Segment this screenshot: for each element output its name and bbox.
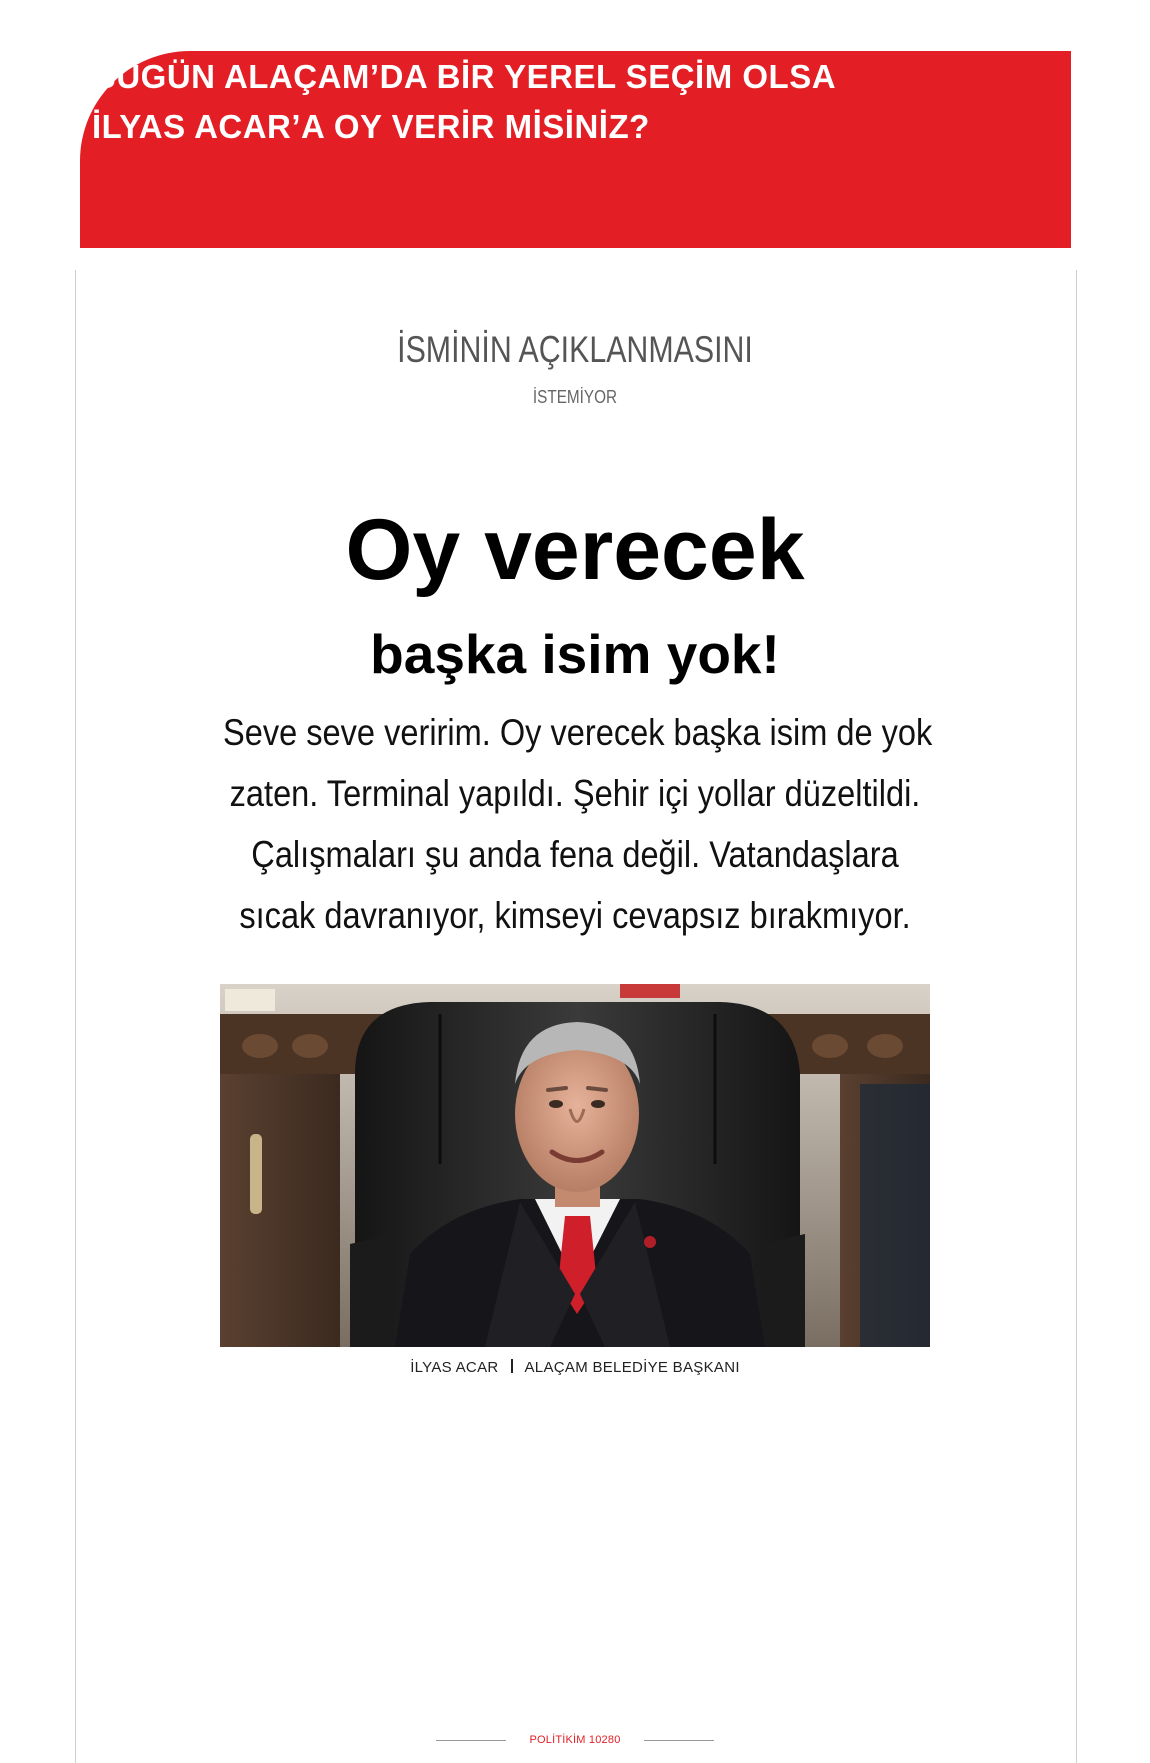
headline-sub: başka isim yok! [370,623,780,685]
title-line: İLYAS ACAR’A OY VERİR MİSİNİZ? [92,108,650,145]
respondent-sublabel: İSTEMİYOR [532,387,618,407]
footer-label: POLİTİKİM 10280 [529,1734,621,1746]
photo-caption [0,1358,1150,1378]
page-footer [0,1730,1150,1750]
quote-line: zaten. Terminal yapıldı. Şehir içi yollar düzeltildi. [229,773,921,814]
quote-line: Seve seve veririm. Oy verecek başka isim de yok [223,712,933,753]
quote-line: sıcak davranıyor, kimseyi cevapsız bırakmıyor. [239,895,911,936]
caption-separator [511,1359,513,1373]
quote-body [223,702,933,946]
quote-line: Çalışmaları şu anda fena değil. Vatandaşlara [251,834,899,875]
caption-name: İLYAS ACAR [410,1359,499,1376]
frame-divider-right [1076,270,1077,1763]
footer-rule-right [644,1740,714,1741]
caption-title: ALAÇAM BELEDİYE BAŞKANI [524,1359,740,1376]
title-line: BUGÜN ALAÇAM’DA BİR YEREL SEÇİM OLSA [92,58,837,95]
headline-main: Oy verecek [345,502,805,598]
portrait-photo [220,984,930,1347]
frame-divider-left [75,270,76,1763]
respondent-label: İSMİNİN AÇIKLANMASINI [397,329,753,370]
page-title [92,52,836,152]
